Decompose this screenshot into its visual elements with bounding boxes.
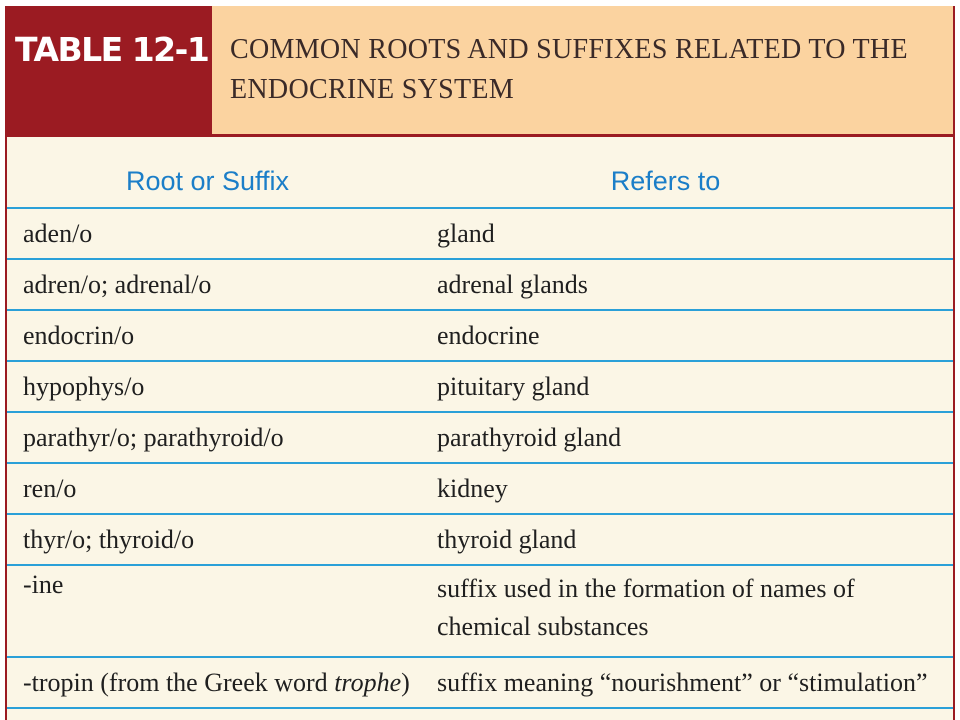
table-row bbox=[7, 413, 953, 464]
table-row bbox=[7, 209, 953, 260]
root-cell: endocrin/o bbox=[23, 320, 135, 350]
meaning-cell: kidney bbox=[437, 473, 508, 503]
root-text-end: ) bbox=[401, 667, 410, 697]
root-cell: -ine bbox=[23, 570, 64, 599]
table-row bbox=[7, 464, 953, 515]
table-row bbox=[7, 658, 953, 709]
root-cell: parathyr/o; parathyroid/o bbox=[23, 422, 284, 452]
meaning-cell: pituitary gland bbox=[437, 371, 590, 401]
table-header bbox=[7, 6, 953, 137]
root-cell: adren/o; adrenal/o bbox=[23, 269, 212, 299]
column-header-refers: Refers to bbox=[610, 166, 721, 196]
root-emphasis-text: trophe bbox=[334, 667, 402, 697]
meaning-cell: suffix used in the formation of names of chemical substances bbox=[437, 574, 855, 641]
table-row bbox=[7, 566, 953, 658]
meaning-cell: gland bbox=[437, 218, 495, 248]
table-row bbox=[7, 260, 953, 311]
meaning-cell: parathyroid gland bbox=[437, 422, 622, 452]
root-cell: ren/o bbox=[23, 473, 77, 503]
meaning-cell: thyroid gland bbox=[437, 524, 577, 554]
root-cell bbox=[7, 668, 437, 698]
table-number-badge: TABLE 12-1 bbox=[7, 6, 212, 134]
column-header-row bbox=[7, 137, 953, 209]
root-text: -tropin (from the Greek word bbox=[23, 667, 335, 697]
meaning-cell: endocrine bbox=[437, 320, 540, 350]
root-cell: hypophys/o bbox=[23, 371, 145, 401]
meaning-cell: suffix meaning “nourishment” or “stimulation” bbox=[437, 667, 928, 697]
column-header-root: Root or Suffix bbox=[125, 166, 290, 196]
meaning-cell: adrenal glands bbox=[437, 269, 588, 299]
root-cell: aden/o bbox=[23, 218, 93, 248]
table-row bbox=[7, 362, 953, 413]
table-row bbox=[7, 515, 953, 566]
root-cell: thyr/o; thyroid/o bbox=[23, 524, 195, 554]
table-title: COMMON ROOTS AND SUFFIXES RELATED TO THE ENDOCRINE SYSTEM bbox=[212, 6, 953, 134]
table-row bbox=[7, 311, 953, 362]
table-frame bbox=[5, 6, 955, 720]
